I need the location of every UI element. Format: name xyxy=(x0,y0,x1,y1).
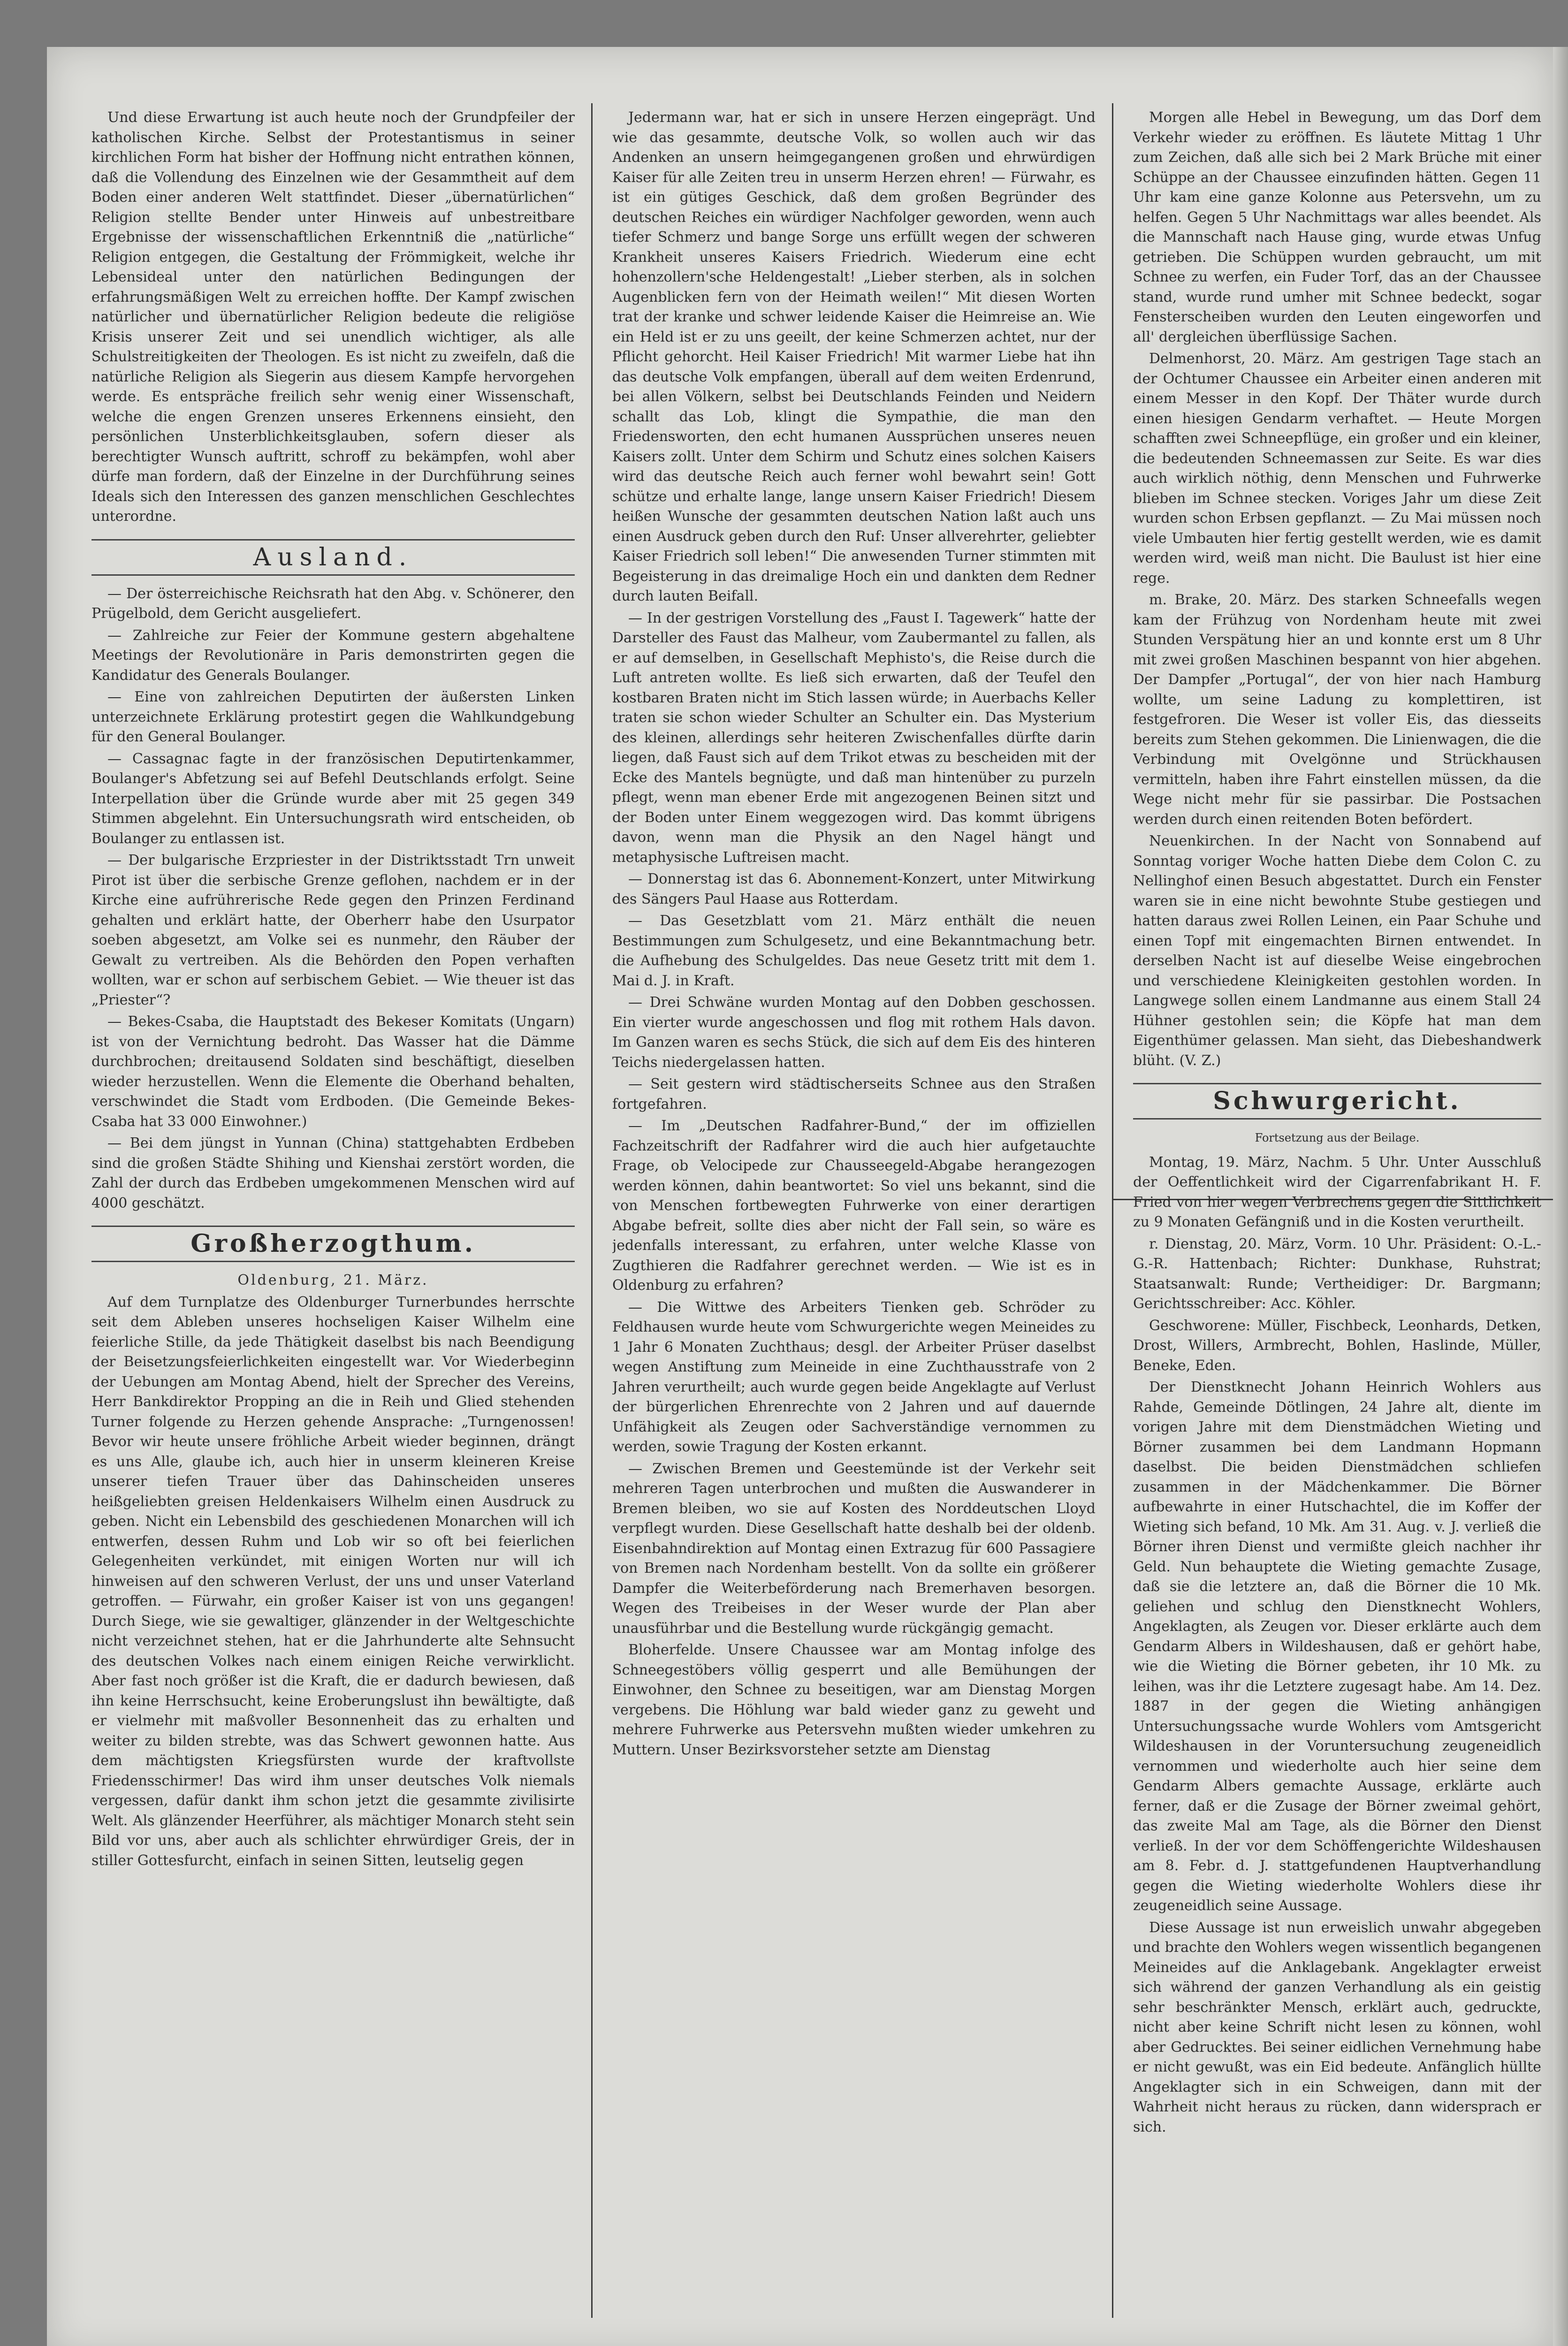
news-item: — Cassagnac fagte in der französischen Deputirtenkammer, Boulanger's Abfetzung sei auf Befehl Deutschlands erfolgt. Seine Interpellation über die Gründe wurde aber mit 25 gegen 349 Stimmen abgelehnt. Ein Untersuchungsrath wird entscheiden, ob Boulanger zu entlassen ist. xyxy=(91,750,575,847)
news-item: — Im „Deutschen Radfahrer-Bund,“ der im offiziellen Fachzeitschrift der Radfahrer wird die auch hier aufgetauchte Frage, ob Velocipede zur Chausseegeld-Abgabe herangezogen werden können, dahin beantwortet: So viel uns bekannt, sind die von Menschen fortbewegten Fuhrwerke von einer derartigen Abgabe befreit, sollte dies aber nicht der Fall sein, so wäre es jedenfalls interessant, zu erfahren, unter welche Klasse von Zugthieren die Radfahrer gerechnet werden. — Wie ist es in Oldenburg zu erfahren? xyxy=(612,1118,1096,1294)
news-item: — Zwischen Bremen und Geestemünde ist der Verkehr seit mehreren Tagen unterbrochen und mußten die Auswanderer in Bremen bleiben, wo sie auf Kosten des Norddeutschen Lloyd verpflegt wurden. Diese Gesellschaft hatte deshalb bei der oldenb. Eisenbahndirektion auf Montag einen Extrazug für 600 Passagiere von Bremen nach Nordenham bestellt. Von da sollte ein größerer Dampfer die Weiterbeförderung nach Bremerhaven besorgen. Wegen des Treibeises in der Weser wurde der Plan aber unausführbar und die Bestellung wurde rückgängig gemacht. xyxy=(612,1460,1096,1637)
news-item: — Eine von zahlreichen Deputirten der äußersten Linken unterzeichnete Erklärung protestirt gegen die Wahlkundgebung für den General Boulanger. xyxy=(91,689,575,745)
section-subheading: Fortsetzung aus der Beilage. xyxy=(1255,1131,1420,1144)
column-1 xyxy=(91,108,575,2304)
news-item: — Zahlreiche zur Feier der Kommune gestern abgehaltene Meetings der Revolutionäre in Paris demonstrirten gegen die Kandidatur des Generals Boulanger. xyxy=(91,627,575,684)
news-item: — Der bulgarische Erzpriester in der Distriktsstadt Trn unweit Pirot ist über die serbische Grenze geflohen, nachdem er in der Kirche eine aufrührerische Rede gegen den Prinzen Ferdinand gehalten und erklärt hatte, der Oberherr habe den Usurpator soeben abgesetzt, am Volke sei es nunmehr, den Räuber der Gewalt zu vertreiben. Als die Behörden den Popen verhaften wollten, war er schon auf serbischem Gebiet. — Wie theuer ist das „Priester“? xyxy=(91,852,575,1008)
news-item: — Die Wittwe des Arbeiters Tienken geb. Schröder zu Feldhausen wurde heute vom Schwurgerichte wegen Meineides zu 1 Jahr 6 Monaten Zuchthaus; desgl. der Arbeiter Prüser daselbst wegen Anstiftung zum Meineide in eine Zuchthausstrafe von 2 Jahren verurtheilt; auch wurde gegen beide Angeklagte auf Verlust der bürgerlichen Ehrenrechte von 2 Jahren und auf dauernde Unfähigkeit als Zeugen oder Sachverständige vernommen zu werden, sowie Tragung der Kosten erkannt. xyxy=(612,1299,1096,1455)
news-item: Morgen alle Hebel in Bewegung, um das Dorf dem Verkehr wieder zu eröffnen. Es läutete Mittag 1 Uhr zum Zeichen, daß alle sich bei 2 Mark Brüche mit einer Schüppe an der Chaussee einzufinden hätten. Gegen 11 Uhr kam eine ganze Kolonne aus Petersvehn, um zu helfen. Gegen 5 Uhr Nachmittags war alles beendet. Als die Mannschaft nach Hause ging, wurde etwas Unfug getrieben. Die Schüppen wurden gebraucht, um mit Schnee zu werfen, ein Fuder Torf, das an der Chaussee stand, wurde rund umher mit Schnee bedeckt, sogar Fensterscheiben wurden den Leuten eingeworfen und all' dergleichen überflüssige Sachen. xyxy=(1133,109,1541,345)
news-item: Jedermann war, hat er sich in unsere Herzen eingeprägt. Und wie das gesammte, deutsche Volk, so wollen auch wir das Andenken an unsern heimgegangenen großen und ehrwürdigen Kaiser für alle Zeiten treu in unserm Herzen ehren! — Fürwahr, es ist ein gütiges Geschick, daß dem großen Begründer des deutschen Reiches ein würdiger Nachfolger geworden, wenn auch tiefer Schmerz und bange Sorge uns erfüllt wegen der schweren Krankheit unseres Kaisers Friedrich. Wiederum eine echt hohenzollern'sche Heldengestalt! „Lieber sterben, als in solchen Augenblicken fern von der Heimath weilen!“ Mit diesen Worten trat der kranke und schwer leidende Kaiser die Heimreise an. Wie ein Held ist er zu uns geeilt, der keine Schmerzen achtet, nur der Pflicht gehorcht. Heil Kaiser Friedrich! Mit warmer Liebe hat ihn das deutsche Volk empfangen, überall auf dem weiten Erdenrund, bei allen Völkern, selbst bei Deutschlands Feinden und Neidern schallt das Lob, klingt die Sympathie, die man den Friedensworten, den echt humanen Aussprüchen unseres neuen Kaisers zollt. Unter dem Schirm und Schutz eines solchen Kaisers wird das deutsche Reich auch ferner wohl bewahrt sein! Gott schütze und erhalte lange, lange unsern Kaiser Friedrich! Diesem heißen Wunsche der gesammten deutschen Nation laßt auch uns einen Ausdruck geben durch den Ruf: Unser allverehrter, geliebter Kaiser Friedrich soll leben!“ Die anwesenden Turner stimmten mit Begeisterung in das dreimalige Hoch ein und dankten dem Redner durch lauten Beifall. xyxy=(612,109,1096,604)
trial-paragraph: r. Dienstag, 20. März, Vorm. 10 Uhr. Präsident: O.-L.-G.-R. Hattenbach; Richter: Dunkhase, Ruhstrat; Staatsanwalt: Runde; Vertheidiger: Dr. Bargmann; Gerichtsschreiber: Acc. Köhler. xyxy=(1133,1235,1541,1312)
news-item: Auf dem Turnplatze des Oldenburger Turnerbundes herrschte seit dem Ableben unseres hochseligen Kaiser Wilhelm eine feierliche Stille, da jede Thätigkeit daselbst bis nach Beendigung der Beisetzungsfeierlichkeiten eingestellt war. Vor Wiederbeginn der Uebungen am Montag Abend, hielt der Sprecher des Vereins, Herr Bankdirektor Propping an die in Reih und Glied stehenden Turner folgende zu Herzen gehende Ansprache: „Turngenossen! Bevor wir heute unsere fröhliche Arbeit wieder beginnen, drängt es uns Alle, glaube ich, auch hier in unserm kleineren Kreise unserer tiefen Trauer über das Dahinscheiden unseres heißgeliebten greisen Heldenkaisers Wilhelm einen Ausdruck zu geben. Nicht ein Lebensbild des geschiedenen Monarchen will ich entwerfen, dessen Ruhm und Lob wir so oft bei feierlichen Gelegenheiten verkündet, mit einigen Worten nur will ich hinweisen auf den schweren Verlust, der uns und unser Vaterland getroffen. — Fürwahr, ein großer Kaiser ist von uns gegangen! Durch Siege, wie sie gewaltiger, glänzender in der Weltgeschichte nicht verzeichnet stehen, hat er die Jahrhunderte alte Sehnsucht des deutschen Volkes nach einem einigen Reiche verwirklicht. Aber fast noch größer ist die Kraft, die er dadurch bewiesen, daß ihn keine Herrschsucht, keine Eroberungslust ihn bewältigte, daß er vielmehr mit maßvoller Besonnenheit das zu erhalten und weiter zu bilden strebte, was das Schwert gewonnen hatte. Aus dem mächtigsten Kriegsfürsten wurde der kraftvollste Friedensschirmer! Das wird ihm unser deutsches Volk niemals vergessen, dafür dankt ihm schon jetzt die gesammte zivilisirte Welt. Als glänzender Heerführer, als mächtiger Monarch steht sein Bild vor uns, aber auch als schlichter ehrwürdiger Greis, der in stiller Gottesfurcht, einfach in seinen Sitten, leutselig gegen xyxy=(91,1294,575,1869)
news-item: — In der gestrigen Vorstellung des „Faust I. Tagewerk“ hatte der Darsteller des Faust das Malheur, vom Zaubermantel zu fallen, als er auf demselben, in Gesellschaft Mephisto's, die Reise durch die Luft antreten wollte. Es ließ sich erwarten, daß der Teufel den kostbaren Braten nicht im Stich lassen würde; in Auerbachs Keller traten sie schon wieder Schulter an Schulter ein. Das Mysterium des kleinen, allerdings sehr heiteren Zwischenfalles dürfte darin liegen, daß Faust sich auf dem Trikot etwas zu bescheiden mit der Ecke des Mantels begnügte, und daß man hintenüber zu purzeln pflegt, wenn man ebener Erde mit angezogenen Beinen sitzt und der Boden unter Einem weggezogen wird. Das kommt übrigens davon, wenn man die Physik an den Nagel hängt und metaphysische Luftreisen macht. xyxy=(612,609,1096,866)
trial-paragraph: Der Dienstknecht Johann Heinrich Wohlers aus Rahde, Gemeinde Dötlingen, 24 Jahre alt, diente im vorigen Jahre mit dem Dienstmädchen Wieting und Börner zusammen bei dem Landmann Hopmann daselbst. Die beiden Dienstmädchen schliefen zusammen in der Mädchenkammer. Die Börner aufbewahrte in einer Hutschachtel, die im Koffer der Wieting sich befand, 10 Mk. Am 31. Aug. v. J. verließ die Börner ihren Dienst und vermißte gleich nachher ihr Geld. Nun behauptete die Wieting gemachte Zusage, daß sie die letztere an, daß die Börner die 10 Mk. geliehen und schlug den Dienstknecht Wohlers, Angeklagten, als Zeugen vor. Dieser erklärte auch dem Gendarm Albers in Wildeshausen, daß er gehört habe, wie die Wieting die Börner gebeten, ihr 10 Mk. zu leihen, was ihr die Letztere zugesagt habe. Am 14. Dez. 1887 in der gegen die Wieting anhängigen Untersuchungssache wurde Wohlers vom Amtsgericht Wildeshausen in der Voruntersuchung zeugeneidlich vernommen und wiederholte auch hier seine dem Gendarm Albers gemachte Aussage, erklärte auch ferner, daß er die Zusage der Börner zweimal gehört, das zweite Mal am Tage, als die Börner den Dienst verließ. In der vor dem Schöffengerichte Wildeshausen am 8. Febr. d. J. stattgefundenen Hauptverhandlung gegen die Wieting wiederholte Wohlers diese ihr zeugeneidlich seine Aussage. xyxy=(1133,1379,1541,1914)
news-item: — Bei dem jüngst in Yunnan (China) stattgehabten Erdbeben sind die großen Städte Shihing und Kienshai zerstört worden, die Zahl der durch das Erdbeben umgekommenen Menschen wird auf 4000 geschätzt. xyxy=(91,1135,575,1211)
news-item: Bloherfelde. Unsere Chaussee war am Montag infolge des Schneegestöbers völlig gesperrt und alle Bemühungen der Einwohner, den Schnee zu beseitigen, war am Dienstag Morgen vergebens. Die Höhlung war bald wieder ganz zu geweht und mehrere Fuhrwerke aus Petersvehn mußten wieder umkehren zu Muttern. Unser Bezirksvorsteher setzte am Dienstag xyxy=(612,1642,1096,1758)
column-2 xyxy=(612,108,1096,2304)
column-3 xyxy=(1133,108,1541,2304)
newspaper-page xyxy=(47,47,1553,2346)
page-spine xyxy=(1553,47,1568,2346)
news-item: Neuenkirchen. In der Nacht von Sonnabend auf Sonntag voriger Woche hatten Diebe dem Colon C. zu Nellinghof einen Besuch abgestattet. Durch ein Fenster waren sie in eine nicht bewohnte Stube gestiegen und hatten daraus zwei Rollen Leinen, ein Paar Schuhe und einen Topf mit eingemachten Birnen entwendet. In derselben Nacht ist auf dieselbe Weise eingebrochen und verschiedene Kleinigkeiten gestohlen worden. In Langwege sollen einem Landmanne aus einem Stall 24 Hühner gestohlen sein; die Köpfe hat man dem Eigenthümer gelassen. Man sieht, das Diebeshandwerk blüht. (V. Z.) xyxy=(1133,833,1541,1069)
news-item: — Bekes-Csaba, die Hauptstadt des Bekeser Komitats (Ungarn) ist von der Vernichtung bedroht. Das Wasser hat die Dämme durchbrochen; dreitausend Soldaten sind beschäftigt, dieselben wieder herzustellen. Wenn die Elemente die Oberhand behalten, verschwindet die Stadt vom Erdboden. (Die Gemeinde Bekes-Csaba hat 33 000 Einwohner.) xyxy=(91,1013,575,1130)
news-item: — Donnerstag ist das 6. Abonnement-Konzert, unter Mitwirkung des Sängers Paul Haase aus Rotterdam. xyxy=(612,871,1096,907)
section-heading-schwurgericht: Schwurgericht. xyxy=(1133,1083,1541,1120)
article-paragraph: Und diese Erwartung ist auch heute noch der Grundpfeiler der katholischen Kirche. Selbst der Protestantismus in seiner kirchlichen Form hat bisher der Hoffnung nicht entrathen können, daß die Vollendung des Einzelnen wie der Gesammtheit auf dem Boden einer anderen Welt stattfindet. Dieser „übernatürlichen“ Religion stellte Bender unter Hinweis auf unbestreitbare Ergebnisse der wissenschaftlichen Erkenntniß die „natürliche“ Religion entgegen, die Gestaltung der Frömmigkeit, welche ihr Lebensideal unter den natürlichen Bedingungen der erfahrungsmäßigen Welt zu erreichen hoffte. Der Kampf zwischen natürlicher und übernatürlicher Religion bedeute die religiöse Krisis unserer Zeit und sei unendlich wichtiger, als alle Schulstreitigkeiten der Theologen. Es ist nicht zu zweifeln, daß die natürliche Religion als Siegerin aus diesem Kampfe hervorgehen werde. Es entspräche freilich sehr wenig einer Wissenschaft, welche die engen Grenzen unseres Erkennens einsieht, den persönlichen Unsterblichkeitsglauben, sofern dieser als berechtigter Wunsch auftritt, schroff zu bekämpfen, wohl aber dürfe man fordern, daß der Einzelne in der Durchführung seines Ideals sich den Interessen des ganzen menschlichen Geschlechtes unterordne. xyxy=(91,109,575,525)
trial-paragraph: Diese Aussage ist nun erweislich unwahr abgegeben und brachte den Wohlers wegen wissentlich begangenen Meineides auf die Anklagebank. Angeklagter erweist sich während der ganzen Verhandlung als ein geistig sehr beschränkter Mensch, erklärt auch, gedruckte, nicht aber keine Schrift nicht lesen zu können, wohl aber Gedrucktes. Bei seiner eidlichen Vernehmung habe er nicht gewußt, was ein Eid bedeute. Anfänglich hüllte Angeklagter sich in ein Schweigen, dann mit der Wahrheit nicht heraus zu rücken, dann widersprach er sich. xyxy=(1133,1919,1541,2135)
trial-paragraph: Geschworene: Müller, Fischbeck, Leonhards, Detken, Drost, Willers, Armbrecht, Bohlen, Haslinde, Müller, Beneke, Eden. xyxy=(1133,1317,1541,1374)
dateline: Oldenburg, 21. März. xyxy=(237,1272,429,1288)
column-rule xyxy=(591,103,593,2318)
news-item: m. Brake, 20. März. Des starken Schneefalls wegen kam der Frühzug von Nordenham heute mit zwei Stunden Verspätung hier an und konnte erst um 8 Uhr mit zwei großen Maschinen bespannt von hier abgehen. Der Dampfer „Portugal“, der von hier nach Hamburg wollte, um seine Ladung zu komplettiren, ist festgefroren. Die Weser ist voller Eis, das diesseits bereits zum Stehen gekommen. Die Linienwagen, die die Verbindung mit Ovelgönne und Strückhausen vermitteln, haben ihre Fahrt einstellen müssen, da die Wege nicht mehr für sie passirbar. Die Postsachen werden durch einen reitenden Boten befördert. xyxy=(1133,592,1541,828)
section-heading-grossherzogthum: Großherzogthum. xyxy=(91,1226,575,1262)
trial-paragraph: Montag, 19. März, Nachm. 5 Uhr. Unter Ausschluß der Oeffentlichkeit wird der Cigarrenfabrikant H. F. Fried von hier wegen Verbrechens gegen die Sittlichkeit zu 9 Monaten Gefängniß und in die Kosten verurtheilt. xyxy=(1133,1154,1541,1230)
news-item: — Das Gesetzblatt vom 21. März enthält die neuen Bestimmungen zum Schulgesetz, und eine Bekanntmachung betr. die Aufhebung des Schulgeldes. Das neue Gesetz tritt mit dem 1. Mai d. J. in Kraft. xyxy=(612,913,1096,989)
news-item: — Der österreichische Reichsrath hat den Abg. v. Schönerer, den Prügelbold, dem Gericht ausgeliefert. xyxy=(91,585,575,622)
section-heading-ausland: Ausland. xyxy=(91,539,575,576)
news-item: — Seit gestern wird städtischerseits Schnee aus den Straßen fortgefahren. xyxy=(612,1076,1096,1112)
column-rule xyxy=(1112,103,1113,2318)
news-item: Delmenhorst, 20. März. Am gestrigen Tage stach an der Ochtumer Chaussee ein Arbeiter einen anderen mit einem Messer in den Kopf. Der Thäter wurde durch einen hiesigen Gendarm verhaftet. — Heute Morgen schafften zwei Schneepflüge, ein großer und ein kleiner, die bedeutenden Schneemassen zur Seite. Es war dies auch wirklich nöthig, denn Menschen und Fuhrwerke blieben im Schnee stecken. Voriges Jahr um diese Zeit wurden schon Erbsen gepflanzt. — Zu Mai müssen noch viele Umbauten hier fertig gestellt werden, wie es damit werden wird, weiß man nicht. Die Baulust ist hier eine rege. xyxy=(1133,350,1541,586)
news-item: — Drei Schwäne wurden Montag auf den Dobben geschossen. Ein vierter wurde angeschossen und flog mit rothem Hals davon. Im Ganzen waren es sechs Stück, die sich auf dem Eis des hinteren Teichs niedergelassen hatten. xyxy=(612,994,1096,1071)
